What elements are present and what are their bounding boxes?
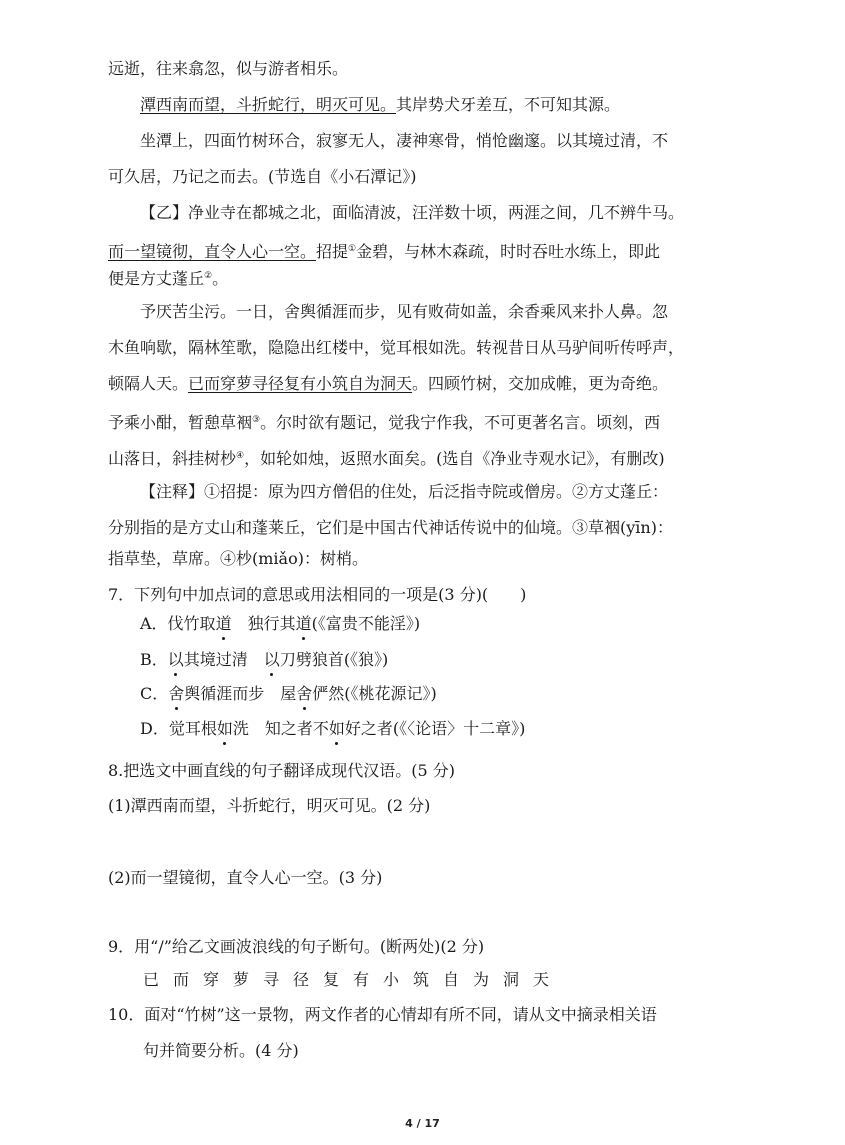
q7-option-d: D．觉耳根如洗 知之者不如好之者(《〈论语〉十二章》)	[140, 719, 526, 738]
dotted-word: 如	[216, 719, 233, 738]
notes-line: 分别指的是方丈山和蓬莱丘，它们是中国古代神话传说中的仙境。③草裀(yīn)：	[108, 518, 673, 537]
passage-line: 顿隔人天。已而穿萝寻径复有小筑自为洞天。四顾竹树，交加成帷，更为奇绝。	[108, 374, 669, 393]
passage-line: 坐潭上，四面竹树环合，寂寥无人，凄神寒骨，悄怆幽邃。以其境过清，不	[140, 131, 669, 150]
q7-option-a: A．伐竹取道 独行其道(《富贵不能淫》)	[140, 614, 421, 633]
question-8-sub1: (1)潭西南而望，斗折蛇行，明灭可见。(2 分)	[108, 796, 431, 815]
question-7-stem: 7．下列句中加点词的意思或用法相同的一项是(3 分)( )	[108, 585, 527, 604]
passage-line: 予厌苦尘污。一日，舍舆循涯而步，见有败荷如盖，余香乘风来扑人鼻。忽	[140, 302, 669, 321]
passage-line: 木鱼响歇，隔林笙歌，隐隐出红楼中，觉耳根如洗。转视昔日从马驴间听传呼声，	[108, 338, 685, 357]
q7-option-c: C．舍舆循涯而步 屋舍俨然(《桃花源记》)	[140, 684, 437, 703]
dotted-word: 道	[215, 614, 232, 633]
q7-option-b: B．以其境过清 以刀劈狼首(《狼》)	[140, 650, 389, 669]
question-8-stem: 8.把选文中画直线的句子翻译成现代汉语。(5 分)	[108, 761, 456, 780]
question-9-stem: 9．用“/”给乙文画波浪线的句子断句。(断两处)(2 分)	[108, 937, 485, 956]
passage-line: 予乘小酣，暂憩草裀③。尔时欲有题记，觉我宁作我，不可更著名言。顷刻，西	[108, 413, 661, 432]
dotted-word: 以	[167, 650, 184, 669]
question-10-stem: 10．面对“竹树”这一景物，两文作者的心情却有所不同，请从文中摘录相关语	[108, 1005, 657, 1024]
dotted-word: 舍	[296, 684, 313, 703]
dotted-word: 如	[328, 719, 345, 738]
question-8-sub2: (2)而一望镜彻，直令人心一空。(3 分)	[108, 868, 383, 887]
notes-line: 【注释】①招提：原为四方僧侣的住处，后泛指寺院或僧房。②方丈蓬丘：	[140, 482, 669, 501]
passage-line: 而一望镜彻，直令人心一空。招提①金碧，与林木森疏，时时吞吐水练上，即此	[108, 242, 661, 261]
dotted-word: 以	[263, 650, 280, 669]
notes-line: 指草垫，草席。④杪(miǎo)：树梢。	[108, 549, 368, 568]
passage-line: 山落日，斜挂树杪④，如轮如烛，返照水面矣。(选自《净业寺观水记》，有删改)	[108, 449, 665, 468]
passage-line: 便是方丈蓬丘②。	[108, 269, 229, 288]
underlined-sentence: 而一望镜彻，直令人心一空。	[108, 242, 317, 261]
underlined-sentence: 潭西南而望，斗折蛇行，明灭可见。	[140, 95, 397, 114]
page-number: 4 / 17	[405, 1117, 440, 1130]
question-10-stem: 句并简要分析。(4 分)	[143, 1041, 299, 1060]
dotted-word: 道	[295, 614, 312, 633]
passage-line: 【乙】净业寺在都城之北，面临清波，汪洋数十顷，两涯之间，几不辨牛马。	[140, 203, 685, 222]
question-9-sentence: 已而穿萝寻径复有小筑自为洞天	[143, 970, 564, 989]
passage-line: 远逝，往来翕忽，似与游者相乐。	[108, 59, 349, 78]
passage-line: 潭西南而望，斗折蛇行，明灭可见。其岸势犬牙差互，不可知其源。	[140, 95, 621, 114]
dotted-word: 舍	[168, 684, 185, 703]
wavy-underlined-sentence: 已而穿萝寻径复有小筑自为洞天	[188, 374, 413, 393]
passage-line: 可久居，乃记之而去。(节选自《小石潭记》)	[108, 167, 417, 186]
